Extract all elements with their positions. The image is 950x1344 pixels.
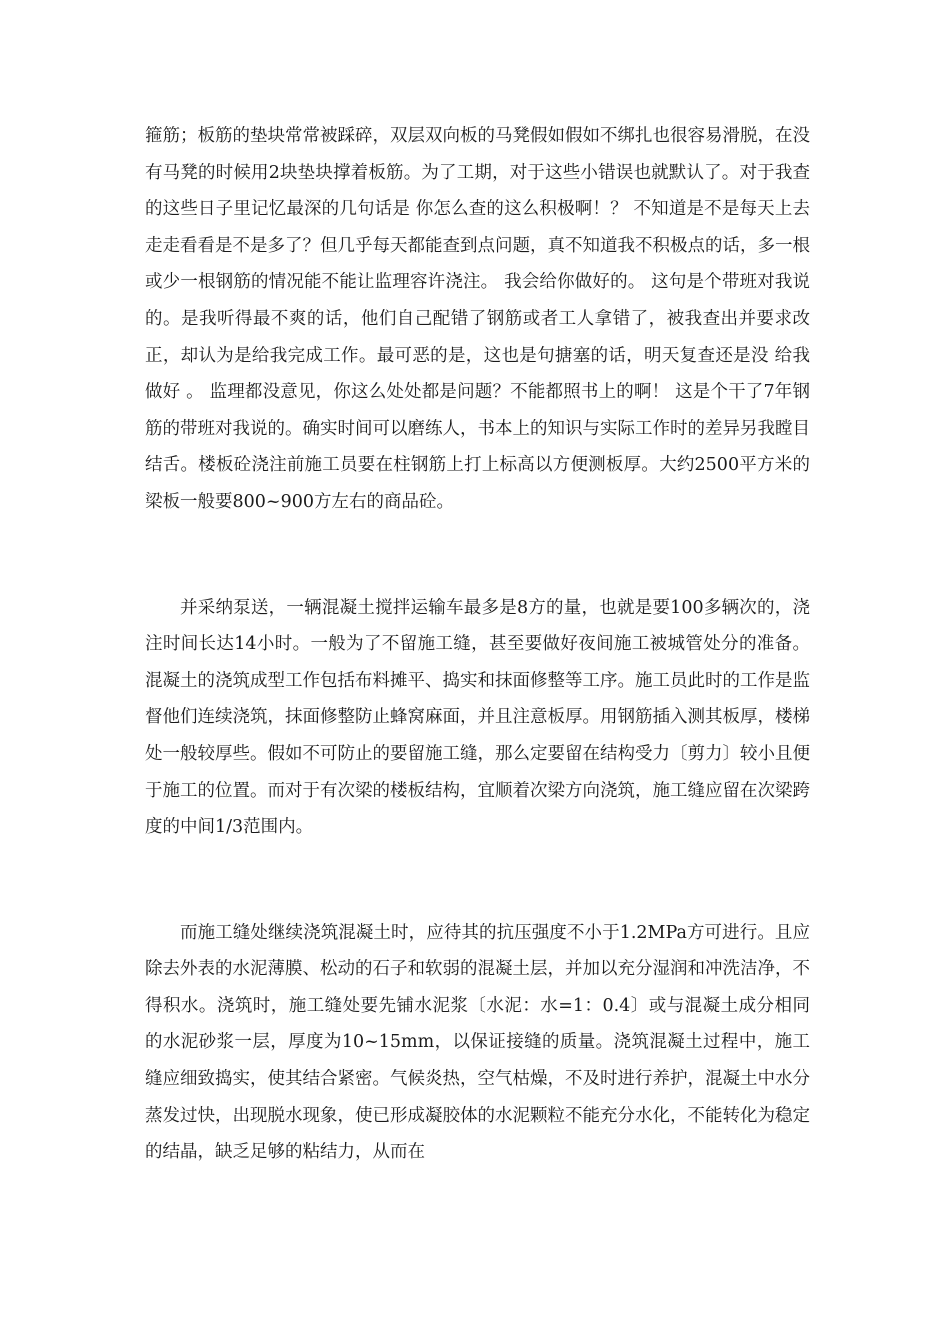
document-body <box>145 118 810 1171</box>
paragraph-rebar-inspection: 箍筋；板筋的垫块常常被踩碎，双层双向板的马凳假如假如不绑扎也很容易滑脱，在没有马凳的时候用2块垫块撑着板筋。为了工期，对于这些小错误也就默认了。对于我查的这些日子里记忆最深的几句话是 你怎么查的这么积极啊！？ 不知道是不是每天上去走走看看是不是多了？但几乎每天都能查到点问题，真不知道我不积极点的话，多一根或少一根钢筋的情况能不能让监理容许浇注。 我会给你做好的。 这句是个带班对我说的。是我听得最不爽的话，他们自己配错了钢筋或者工人拿错了，被我查出并要求改正，却认为是给我完成工作。最可恶的是，这也是句搪塞的话，明天复查还是没 给我做好 。 监理都没意见，你这么处处都是问题？不能都照书上的啊！ 这是个干了7年钢筋的带班对我说的。确实时间可以磨练人，书本上的知识与实际工作时的差异另我瞠目结舌。楼板砼浇注前施工员要在柱钢筋上打上标高以方便测板厚。大约2500平方米的梁板一般要800~900方左右的商品砼。 <box>145 126 810 512</box>
paragraph-concrete-pouring: 并采纳泵送，一辆混凝土搅拌运输车最多是8方的量，也就是要100多辆次的，浇注时间长达14小时。一般为了不留施工缝，甚至要做好夜间施工被城管处分的准备。混凝土的浇筑成型工作包括布料摊平、捣实和抹面修整等工序。施工员此时的工作是监督他们连续浇筑，抹面修整防止蜂窝麻面，并且注意板厚。用钢筋插入测其板厚，楼梯处一般较厚些。假如不可防止的要留施工缝，那么定要留在结构受力〔剪力〕较小且便于施工的位置。而对于有次梁的楼板结构，宜顺着次梁方向浇筑，施工缝应留在次梁跨度的中间1/3范围内。 <box>145 597 810 838</box>
paragraph-construction-joint: 而施工缝处继续浇筑混凝土时，应待其的抗压强度不小于1.2MPa方可进行。且应除去外表的水泥薄膜、松动的石子和软弱的混凝土层，并加以充分湿润和冲洗洁净，不得积水。浇筑时，施工缝处要先铺水泥浆〔水泥：水=1：0.4〕或与混凝土成分相同的水泥砂浆一层，厚度为10~15mm，以保证接缝的质量。浇筑混凝土过程中，施工缝应细致捣实，使其结合紧密。气候炎热，空气枯燥，不及时进行养护，混凝土中水分蒸发过快，出现脱水现象，使已形成凝胶体的水泥颗粒不能充分水化，不能转化为稳定的结晶，缺乏足够的粘结力，从而在 <box>145 922 810 1163</box>
